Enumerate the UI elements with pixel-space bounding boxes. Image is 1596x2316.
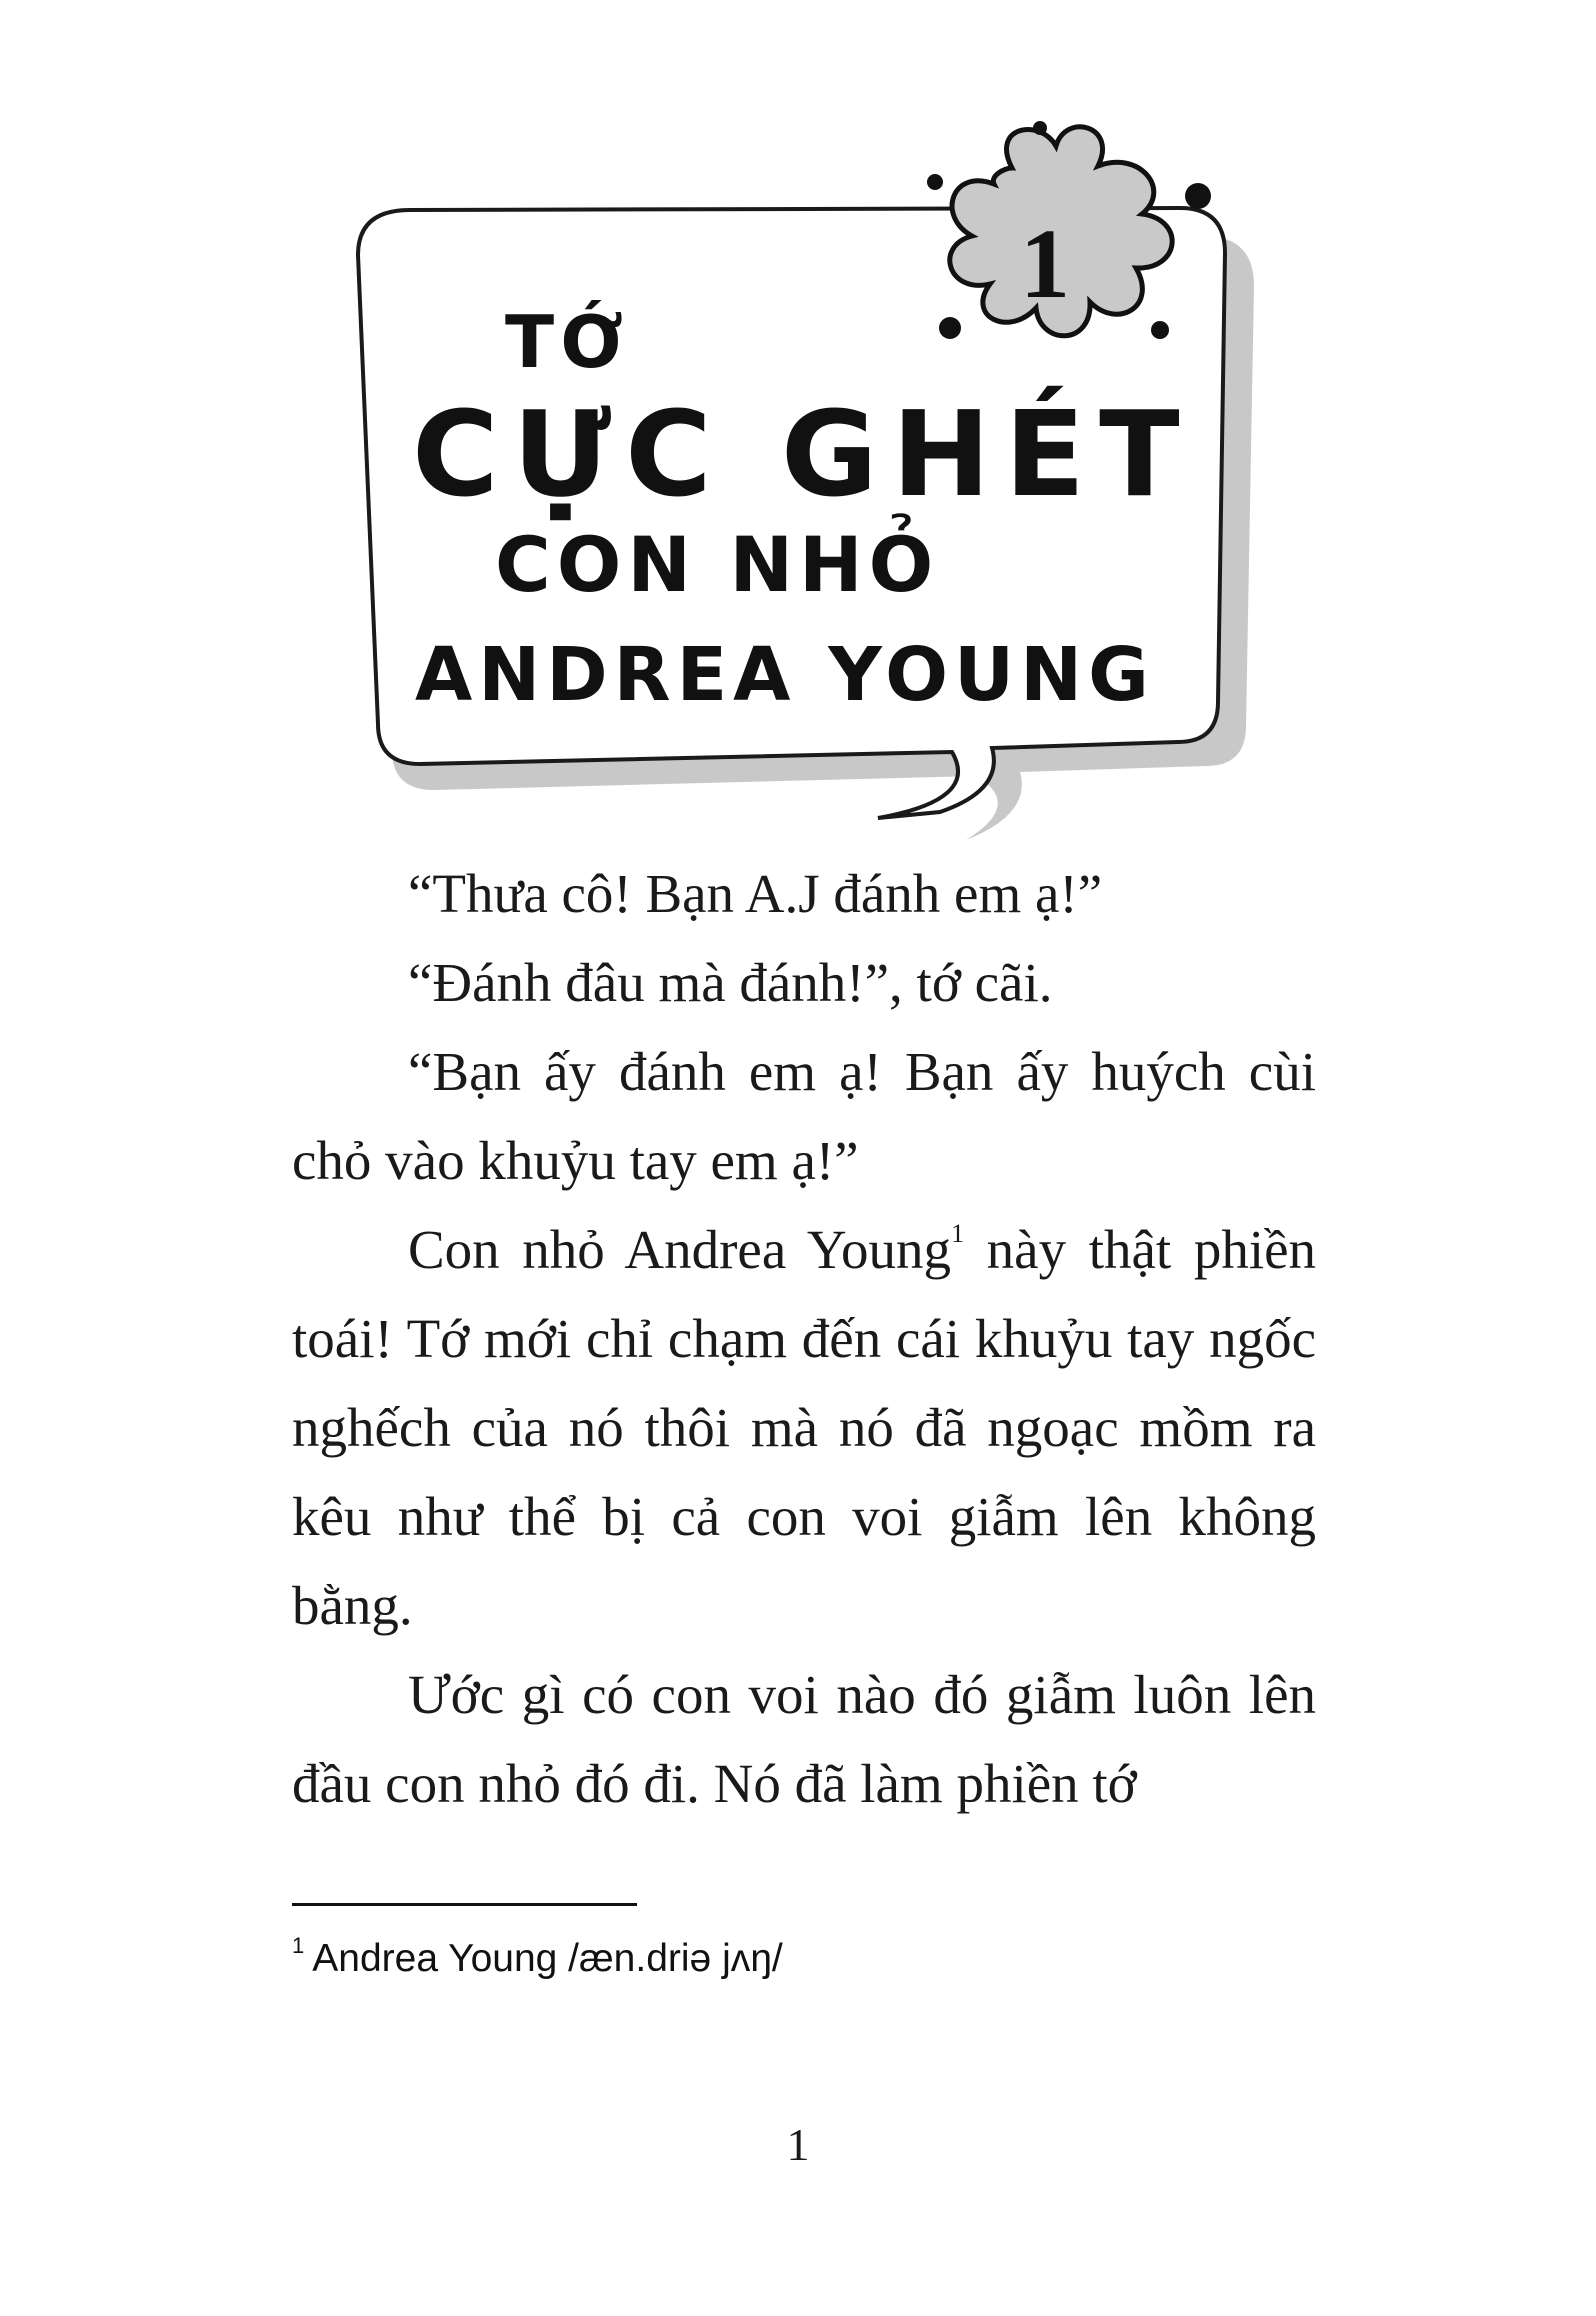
paragraph-text: “Thưa cô! Bạn A.J đánh em ạ!” xyxy=(408,863,1103,924)
body-paragraph xyxy=(292,1205,1316,1650)
paragraph-text: này thật phiền toái! Tớ mới chỉ chạm đến cái khuỷu tay ngốc nghếch của nó thôi mà nó đã ngoạc mồm ra kêu như thể bị cả con voi giẫm lên không bằng. xyxy=(292,1219,1317,1636)
body-paragraph xyxy=(292,849,1316,938)
chapter-title-line-2: CỰC GHÉT xyxy=(412,385,1194,523)
paragraph-text: “Bạn ấy đánh em ạ! Bạn ấy huých cùi chỏ vào khuỷu tay em ạ!” xyxy=(292,1041,1316,1191)
paragraph-text: Con nhỏ Andrea Young xyxy=(408,1219,952,1280)
footnote-divider xyxy=(292,1903,637,1906)
chapter-title-line-3: CON NHỎ xyxy=(495,520,940,609)
body-paragraph xyxy=(292,1650,1316,1828)
body-paragraph xyxy=(292,1027,1316,1205)
body-paragraph xyxy=(292,938,1316,1027)
chapter-title-line-4: ANDREA YOUNG xyxy=(415,632,1155,718)
footnote-text: Andrea Young /æn.driə jʌŋ/ xyxy=(312,1937,783,1980)
page-number: 1 xyxy=(786,2119,810,2170)
paragraph-text: Ước gì có con voi nào đó giẫm luôn lên đầu con nhỏ đó đi. Nó đã làm phiền tớ xyxy=(292,1664,1316,1814)
chapter-title-line-1: TỚ xyxy=(505,300,630,384)
chapter-number: 1 xyxy=(1020,208,1070,319)
paragraph-text: “Đánh đâu mà đánh!”, tớ cãi. xyxy=(408,952,1053,1013)
footnote-reference[interactable]: 1 xyxy=(951,1219,965,1248)
footnote xyxy=(292,1933,783,1981)
footnote-mark: 1 xyxy=(292,1933,305,1958)
